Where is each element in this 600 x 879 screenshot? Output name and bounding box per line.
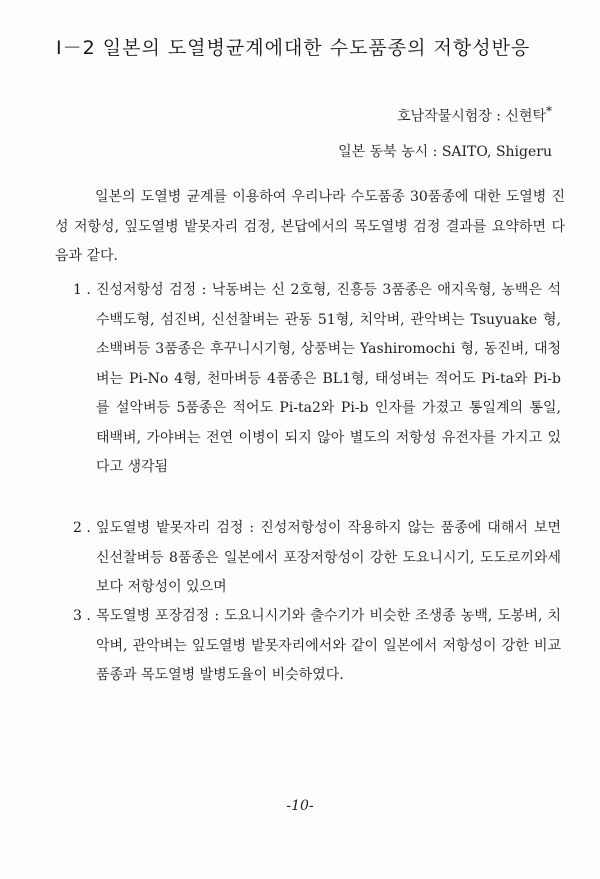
author-footnote-mark: * — [546, 104, 552, 118]
list-item-number: 3 . — [73, 608, 91, 624]
author-line-2 — [338, 141, 552, 161]
list-item — [73, 514, 561, 603]
list-item — [73, 276, 561, 483]
list-item-number: 2 . — [73, 520, 91, 536]
list-item — [73, 602, 561, 691]
list-item-text: 목도열병 포장검정 : 도요니시기와 출수기가 비슷한 조생종 농백, 도봉벼, 치악벼, 관악벼는 잎도열병 밭못자리에서와 같이 일본에서 저항성이 강한 비교품종과 목도열병 발병도율이 비슷하였다. — [96, 608, 561, 683]
author-affiliation-2: 일본 동북 농시 : SAITO, Shigeru — [338, 144, 552, 160]
intro-paragraph: 일본의 도열병 균계를 이용하여 우리나라 수도품종 30품종에 대한 도열병 진성 저항성, 잎도열병 밭못자리 검정, 본답에서의 목도열병 검정 결과를 요약하면 다음과 같다. — [55, 189, 565, 264]
list-item-number: 1 . — [73, 282, 91, 298]
list-item-text: 잎도열병 밭못자리 검정 : 진성저항성이 작용하지 않는 품종에 대해서 보면 신선찰벼등 8품종은 일본에서 포장저항성이 강한 도요니시기, 도도로끼와세보다 저항성이 있으며 — [96, 520, 561, 595]
author-line-1 — [397, 104, 552, 126]
list-item-text: 진성저항성 검정 : 낙동벼는 신 2호형, 진흥등 3품종은 애지욱형, 농백은 석수백도형, 섬진벼, 신선찰벼는 관동 51형, 치악벼, 관악벼는 Tsuyuake 형, 소백벼등 3품종은 후꾸니시기형, 상풍벼는 Yashiromochi 형, 동진벼, 대청벼는 Pi-No 4형, 천마벼등 4품종은 BL1형, 태성벼는 적어도 Pi-ta와 Pi-b를 설악벼등 5품종은 적어도 Pi-ta2와 Pi-b 인자를 가졌고 통일계의 통일, 태백벼, 가야벼는 전연 이병이 되지 않아 별도의 저항성 유전자를 가지고 있다고 생각됨 — [96, 282, 561, 475]
page-number: -10- — [286, 798, 314, 814]
author-affiliation-1: 호남작물시험장 : 신현탁 — [397, 108, 546, 125]
document-title: Ⅰ－2 일본의 도열병균계에대한 수도품종의 저항성반응 — [56, 37, 531, 59]
